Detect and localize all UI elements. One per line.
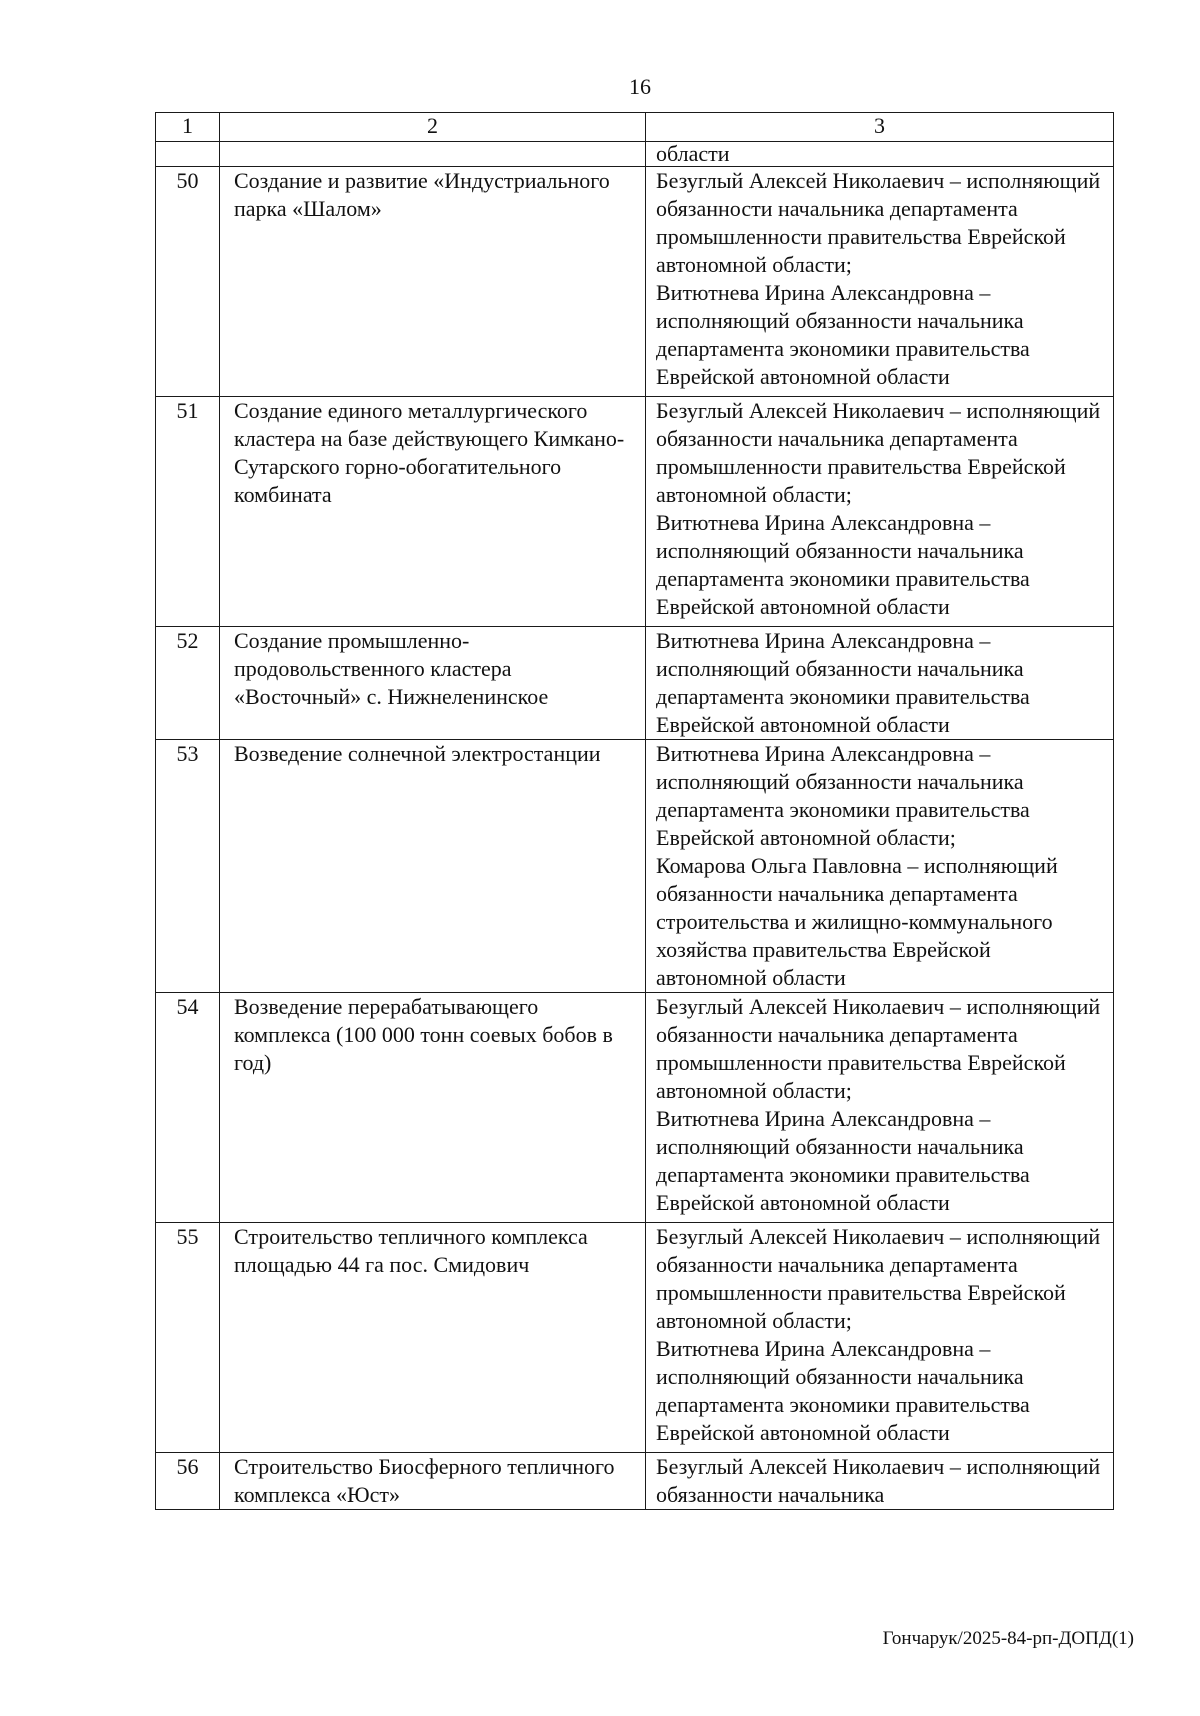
responsible-person-entry: Витютнева Ирина Александровна – исполняющий обязанности начальника департамента экономики правительства Еврейской автономной области: [656, 1336, 1030, 1445]
responsible-persons: [646, 1223, 1114, 1453]
project-name: Создание и развитие «Индустриального парка «Шалом»: [220, 167, 646, 397]
row-number: 55: [156, 1223, 220, 1453]
header-cell-responsible: 3: [646, 113, 1114, 142]
continuation-responsible: области: [646, 142, 1114, 167]
table-header-row: [156, 113, 1114, 142]
project-name: Возведение солнечной электростанции: [220, 740, 646, 993]
responsible-persons: [646, 397, 1114, 627]
table-row: [156, 627, 1114, 740]
row-number: 54: [156, 993, 220, 1223]
row-number: 53: [156, 740, 220, 993]
table-row: [156, 993, 1114, 1223]
table-row: [156, 1223, 1114, 1453]
continuation-name: [220, 142, 646, 167]
responsible-person-entry: Витютнева Ирина Александровна – исполняющий обязанности начальника департамента экономики правительства Еврейской автономной области;: [656, 741, 1030, 850]
project-name: Возведение перерабатывающего комплекса (100 000 тонн соевых бобов в год): [220, 993, 646, 1223]
responsible-person-entry: Безуглый Алексей Николаевич – исполняющий обязанности начальника департамента промышленности правительства Еврейской автономной области;: [656, 994, 1101, 1103]
page-number: 16: [629, 74, 651, 99]
table-row: [156, 1453, 1114, 1510]
responsibility-table: [155, 112, 1114, 1510]
project-name: Создание промышленно-продовольственного кластера «Восточный» с. Нижнеленинское: [220, 627, 646, 740]
project-name: Строительство тепличного комплекса площадью 44 га пос. Смидович: [220, 1223, 646, 1453]
project-name: Создание единого металлургического кластера на базе действующего Кимкано-Сутарского горно-обогатительного комбината: [220, 397, 646, 627]
project-name: Строительство Биосферного тепличного комплекса «Юст»: [220, 1453, 646, 1510]
responsible-person-entry: Витютнева Ирина Александровна – исполняющий обязанности начальника департамента экономики правительства Еврейской автономной области: [656, 1106, 1030, 1215]
document-footer-code: Гончарук/2025-84-рп-ДОПД(1): [882, 1628, 1134, 1649]
responsible-persons: [646, 1453, 1114, 1510]
row-number: 51: [156, 397, 220, 627]
table-row: [156, 167, 1114, 397]
responsible-person-entry: Безуглый Алексей Николаевич – исполняющий обязанности начальника департамента промышленности правительства Еврейской автономной области;: [656, 168, 1101, 277]
responsible-persons: [646, 627, 1114, 740]
responsible-person-entry: Безуглый Алексей Николаевич – исполняющий обязанности начальника департамента промышленности правительства Еврейской автономной области;: [656, 1224, 1101, 1333]
responsible-person-entry: Витютнева Ирина Александровна – исполняющий обязанности начальника департамента экономики правительства Еврейской автономной области: [656, 280, 1030, 389]
responsible-person-entry: Безуглый Алексей Николаевич – исполняющий обязанности начальника департамента промышленности правительства Еврейской автономной области;: [656, 398, 1101, 507]
responsible-persons: [646, 740, 1114, 993]
responsible-persons: [646, 167, 1114, 397]
responsible-person-entry: Витютнева Ирина Александровна – исполняющий обязанности начальника департамента экономики правительства Еврейской автономной области: [656, 628, 1030, 737]
table-row: [156, 397, 1114, 627]
responsible-person-entry: Витютнева Ирина Александровна – исполняющий обязанности начальника департамента экономики правительства Еврейской автономной области: [656, 510, 1030, 619]
continuation-number: [156, 142, 220, 167]
continuation-row: [156, 142, 1114, 167]
header-cell-number: 1: [156, 113, 220, 142]
row-number: 52: [156, 627, 220, 740]
row-number: 50: [156, 167, 220, 397]
header-cell-name: 2: [220, 113, 646, 142]
table-row: [156, 740, 1114, 993]
responsible-persons: [646, 993, 1114, 1223]
row-number: 56: [156, 1453, 220, 1510]
responsible-person-entry: Комарова Ольга Павловна – исполняющий обязанности начальника департамента строительства и жилищно-коммунального хозяйства правительства Еврейской автономной области: [656, 853, 1058, 990]
responsible-person-entry: Безуглый Алексей Николаевич – исполняющий обязанности начальника: [656, 1454, 1101, 1507]
